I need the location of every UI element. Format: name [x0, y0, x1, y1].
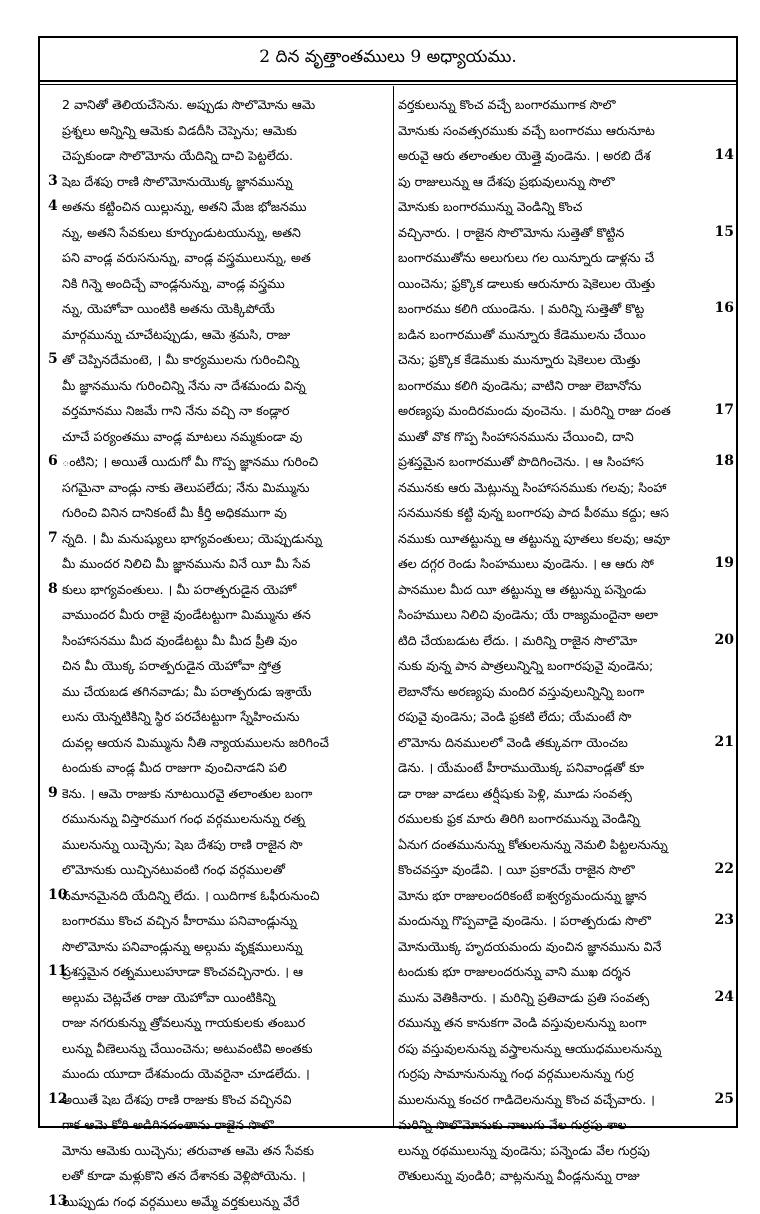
verse-number: 9: [48, 781, 58, 807]
line-text: సొలొమోను పనివాండ్లున్ను అల్గుమ వృక్షములున్ను: [62, 934, 390, 960]
line-text: ప్రశస్తమైన రత్నములుహూడా కొంచవచ్చినారు. । ఆ: [62, 959, 390, 985]
text-line: [398, 1087, 734, 1113]
text-line: [398, 883, 734, 909]
verse-number: 14: [715, 143, 734, 169]
line-text: యిప్పుడు గంధ వర్గములు అమ్మే వర్తకులున్ను వేరే: [62, 1189, 390, 1214]
text-line: [398, 143, 734, 169]
text-line: [398, 653, 734, 679]
line-text: టందుకు వాండ్ల మీద రాజుగా వుంచినాడని పలి: [62, 755, 390, 781]
line-text: రపు వస్తువులనున్ను వస్త్రాలనున్ను ఆయుధములనున్ను: [398, 1036, 712, 1062]
title-rule: [40, 80, 736, 82]
line-text: మార్గమున్ను చూచేటప్పుడు, ఆమె శ్రమసి, రాజు: [62, 322, 390, 348]
text-line: [48, 322, 390, 348]
line-text: వాముందర మీరు రాజై వుండేటట్టుగా మిమ్మును తన: [62, 602, 390, 628]
text-line: [398, 755, 734, 781]
text-line: [398, 271, 734, 297]
text-line: [48, 1087, 390, 1113]
line-text: గుర్రపు సామానునున్ను గంధ వర్గములనున్ను గుర్ర: [398, 1061, 712, 1087]
text-line: [398, 194, 734, 220]
verse-number: 17: [715, 398, 734, 424]
line-text: షెబ దేశపు రాణి సొలొమోనుయొక్క జ్ఞానమున్ను: [62, 169, 390, 195]
line-text: కులు భాగ్యవంతులు. । మీ పరాత్పరుడైన యెహో: [62, 577, 390, 603]
text-line: [398, 245, 734, 271]
text-line: [48, 373, 390, 399]
text-line: [398, 806, 734, 832]
text-line: [48, 602, 390, 628]
text-line: [48, 959, 390, 985]
text-line: [398, 908, 734, 934]
text-line: [398, 475, 734, 501]
text-line: [48, 806, 390, 832]
line-text: తల దగ్గర రెండు సింహములు వుండెను. । ఆ ఆరు సో: [398, 551, 712, 577]
line-text: అరువై ఆరు తలాంతుల యెత్తై వుండెను. । అరబి దేశ: [398, 143, 712, 169]
line-text: వర్తమానము నిజమే గాని నేను వచ్చి నా కండ్లార: [62, 398, 390, 424]
text-line: [48, 92, 390, 118]
line-text: సింహములు నిలిచి వుండెను; యే రాజ్యమందైనా అలా: [398, 602, 712, 628]
line-text: న్ను, అతని సేవకులు కూర్చుండుటయున్ను, అతని: [62, 220, 390, 246]
text-line: [48, 118, 390, 144]
text-line: [398, 959, 734, 985]
line-text: బంగారము కొంచ వచ్చిన హీరాము పనివాండ్లున్ను: [62, 908, 390, 934]
text-line: [398, 169, 734, 195]
text-line: [398, 322, 734, 348]
verse-number: 19: [715, 551, 734, 577]
text-line: [398, 832, 734, 858]
line-text: లొమోను దినములలో వెండి తక్కువగా యెంచబ: [398, 730, 712, 756]
text-line: [398, 118, 734, 144]
column-divider: [393, 86, 394, 1126]
text-line: [48, 832, 390, 858]
line-text: రాజు నగరుకున్ను త్రోవలున్ను గాయకులకు తంబుర: [62, 1010, 390, 1036]
line-text: ములనున్ను యిచ్చెను; షెబ దేశపు రాణి రాజైన సొ: [62, 832, 390, 858]
line-text: గురించి వినిన దానికంటే మీ కీర్తి అధికముగా వు: [62, 500, 390, 526]
verse-number: 7: [48, 526, 58, 552]
text-line: [398, 551, 734, 577]
text-line: [398, 1010, 734, 1036]
text-line: [398, 781, 734, 807]
text-line: [398, 220, 734, 246]
line-text: ంటిని; । అయితే యిదుగో మీ గొప్ప జ్ఞానము గురించి: [62, 449, 390, 475]
text-line: [48, 755, 390, 781]
verse-number: 16: [715, 296, 734, 322]
text-line: [398, 526, 734, 552]
line-text: చూచే పర్యంతము వాండ్ల మాటలు నమ్మకుండా వు: [62, 424, 390, 450]
line-text: అతను కట్టించిన యిల్లున్ను, అతని మేజ భోజనము: [62, 194, 390, 220]
line-text: మోనుకు బంగారమున్ను వెండిన్ని కొంచ: [398, 194, 712, 220]
line-text: రమునున్ను విస్తారముగ గంధ వర్గములనున్ను రత్న: [62, 806, 390, 832]
line-text: సనమునకు కట్టి వున్న బంగారపు పాద పీఠము కద్దు; ఆస: [398, 500, 712, 526]
text-line: [398, 679, 734, 705]
text-line: [48, 730, 390, 756]
line-text: ప్రశస్తమైన బంగారముతో పొదిగించెను. । ఆ సింహాస: [398, 449, 712, 475]
title-rule-thin: [40, 84, 736, 85]
line-text: వచ్చినారు. । రాజైన సొలొమోను సుత్తెతో కొట్టిన: [398, 220, 712, 246]
text-line: [48, 449, 390, 475]
line-text: 2 వానితో తెలియచేసెను. అప్పుడు సొలొమోను ఆమె: [62, 92, 390, 118]
text-line: [398, 730, 734, 756]
line-text: కెను. । ఆమె రాజుకు నూటయిరవై తలాంతుల బంగా: [62, 781, 390, 807]
verse-number: 12: [48, 1087, 67, 1113]
text-line: [48, 653, 390, 679]
line-text: నికి గిన్నె అందిచ్చే వాండ్లనున్ను, వాండ్ల వస్త్రము: [62, 271, 390, 297]
text-line: [398, 602, 734, 628]
text-line: [398, 92, 734, 118]
verse-number: 20: [715, 628, 734, 654]
text-line: [398, 857, 734, 883]
text-line: [48, 1061, 390, 1087]
line-text: లును యెన్నటికిన్ని స్థిర పరచేటట్టుగా స్నేహించును: [62, 704, 390, 730]
line-text: సగమైనా వాండ్లు నాకు తెలుపలేదు; నేను మిమ్మును: [62, 475, 390, 501]
text-line: [398, 628, 734, 654]
text-line: [48, 220, 390, 246]
line-text: మీ జ్ఞానమును గురించిన్ని నేను నా దేశమందు విన్న: [62, 373, 390, 399]
line-text: ముతో వొక గొప్ప సింహాసనమును చేయించి, దాని: [398, 424, 712, 450]
text-line: [398, 1163, 734, 1189]
text-line: [48, 883, 390, 909]
line-text: మందున్ను గొప్పవాడై వుండెను. । పరాత్పరుడు సొలొ: [398, 908, 712, 934]
left-column: [48, 92, 390, 1214]
line-text: కొంచవస్తూ వుండేవి. । యీ ప్రకారమే రాజైన సొలొ: [398, 857, 712, 883]
text-line: [48, 1010, 390, 1036]
verse-number: 10: [48, 883, 67, 909]
text-line: [48, 908, 390, 934]
line-text: అల్గుమ చెట్లచేత రాజు యెహోవా యింటికిన్ని: [62, 985, 390, 1011]
text-line: [48, 679, 390, 705]
text-line: [48, 526, 390, 552]
text-line: [398, 398, 734, 424]
text-line: [48, 245, 390, 271]
text-line: [48, 577, 390, 603]
line-text: పు రాజులున్ను ఆ దేశపు ప్రభువులున్ను సొలొ: [398, 169, 712, 195]
text-line: [398, 424, 734, 450]
text-line: [48, 500, 390, 526]
line-text: నుకు వున్న పాన పాత్రలున్నిన్ని బంగారపువై వుండెను;: [398, 653, 712, 679]
line-text: చిన మీ యొక్క పరాత్పరుడైన యెహోవా స్తోత్ర: [62, 653, 390, 679]
verse-number: 5: [48, 347, 58, 373]
line-text: నమునకు ఆరు మెట్లున్ను సింహాసనముకు గలవు; సింహా: [398, 475, 712, 501]
text-line: [398, 347, 734, 373]
line-text: ముందు యూదా దేశమందు యెవరైనా చూడలేదు. ।: [62, 1061, 390, 1087]
line-text: మోనుకు సంవత్సరముకు వచ్చే బంగారము ఆరునూట: [398, 118, 712, 144]
line-text: ప్రశ్నలు అన్నిన్ని ఆమెకు విడదీసి చెప్పెను; ఆమెకు: [62, 118, 390, 144]
verse-number: 24: [715, 985, 734, 1011]
verse-number: 6: [48, 449, 58, 475]
line-text: యించెను; ఫ్రక్కొక డాలుకు ఆరునూరు షెకెలుల యెత్తు: [398, 271, 712, 297]
text-line: [398, 704, 734, 730]
verse-number: 15: [715, 220, 734, 246]
text-line: [48, 857, 390, 883]
text-line: [48, 296, 390, 322]
verse-number: 22: [715, 857, 734, 883]
text-line: [398, 934, 734, 960]
verse-number: 8: [48, 577, 58, 603]
text-line: [48, 1189, 390, 1214]
line-text: మోనుయొక్క హృదయమందు వుంచిన జ్ఞానమును వినే: [398, 934, 712, 960]
line-text: ములనున్ను కంచర గాడిదెలనున్ను కొంచ వచ్చేవారు. ।: [398, 1087, 712, 1113]
text-line: [48, 704, 390, 730]
text-line: [48, 1163, 390, 1189]
line-text: డెను. । యేమంటే హీరాముయొక్క పనివాండ్లతో కూ: [398, 755, 712, 781]
text-line: [48, 347, 390, 373]
verse-number: 13: [48, 1189, 67, 1214]
line-text: చెను; ఫ్రక్కొక కేడెముకు మున్నూరు షెకెలుల యెత్తు: [398, 347, 712, 373]
text-line: [48, 424, 390, 450]
line-text: ము చేయబడ తగినవాడు; మీ పరాత్పరుడు ఇశ్రాయే: [62, 679, 390, 705]
verse-number: 25: [715, 1087, 734, 1113]
line-text: సింహాసనము మీద వుండేటట్టు మీ మీద ప్రీతి వుం: [62, 628, 390, 654]
text-line: [48, 271, 390, 297]
text-line: [48, 551, 390, 577]
line-text: న్నది. । మీ మనుష్యులు భాగ్యవంతులు; యెప్పుడున్ను: [62, 526, 390, 552]
text-line: [48, 194, 390, 220]
text-line: [398, 500, 734, 526]
chapter-title: 2 దిన వృత్తాంతములు 9 అధ్యాయము.: [40, 38, 736, 80]
line-text: గాక ఆమె కోరి అడిగినదంతాను రాజైన సొలొ: [62, 1112, 390, 1138]
line-text: లున్ను రథములున్ను వుండెను; పన్నెండు వేల గుర్రపు: [398, 1138, 712, 1164]
line-text: మరిన్ని సొలొమోనుకు నాలుగు వేల గుర్రపు శాల: [398, 1112, 712, 1138]
line-text: పానముల మీద యీ తట్టున్ను ఆ తట్టున్ను పన్నెండు: [398, 577, 712, 603]
verse-number: 23: [715, 908, 734, 934]
line-text: డా రాజు వాడలు తర్షీషుకు పెళ్లి, మూడు సంవత్స: [398, 781, 712, 807]
text-line: [398, 1036, 734, 1062]
line-text: బంగారము కలిగి వుండెను; వాటిని రాజు లెబానోను: [398, 373, 712, 399]
text-line: [48, 628, 390, 654]
text-line: [398, 296, 734, 322]
line-text: చెప్పకుండా సొలొమోను యేదిన్ని దాచి పెట్టలేదు.: [62, 143, 390, 169]
text-line: [48, 985, 390, 1011]
text-line: [398, 985, 734, 1011]
line-text: దువల్ల ఆయన మిమ్మును నీతి న్యాయములను జరిగించే: [62, 730, 390, 756]
line-text: రౌతులున్ను వుండిరి; వాట్లనున్ను వీండ్లనున్ను రాజు: [398, 1163, 712, 1189]
line-text: వర్తకులున్ను కొంచ వచ్చే బంగారముగాక సొలొ: [398, 92, 712, 118]
line-text: లెబానోను అరణ్యపు మందిర వస్తువులున్నిన్ని బంగా: [398, 679, 712, 705]
line-text: రములకు ఫ్రక మారు తిరిగి బంగారమున్ను వెండిన్ని: [398, 806, 712, 832]
text-line: [398, 373, 734, 399]
line-text: టందుకు భూ రాజులందరున్ను వాని ముఖ దర్శన: [398, 959, 712, 985]
line-text: మును వెతికినారు. । మరిన్ని ప్రతివాడు ప్రతి సంవత్స: [398, 985, 712, 1011]
verse-number: 3: [48, 169, 58, 195]
line-text: టిది చేయబడుట లేదు. । మరిన్ని రాజైన సొలొమో: [398, 628, 712, 654]
line-text: రమున్ను తన కానుకగా వెండి వస్తువులనున్ను బంగా: [398, 1010, 712, 1036]
text-line: [48, 169, 390, 195]
text-line: [48, 475, 390, 501]
line-text: సమానమైనది యేదిన్ని లేదు. । యిదిగాక ఓఫీరునుంచి: [62, 883, 390, 909]
right-column: [398, 92, 734, 1189]
line-text: బంగారముతోను అలుగులు గల యిన్నూరు డాళ్లను చే: [398, 245, 712, 271]
line-text: న్ను, యెహోవా యింటికి అతను యెక్కిపోయే: [62, 296, 390, 322]
verse-number: 18: [715, 449, 734, 475]
text-line: [398, 577, 734, 603]
text-line: [48, 781, 390, 807]
text-line: [48, 934, 390, 960]
line-text: లొమోనుకు యిచ్చినటువంటి గంధ వర్గములతో: [62, 857, 390, 883]
line-text: తో చెప్పినదేమంటె, । మీ కార్యములను గురించిన్ని: [62, 347, 390, 373]
line-text: పని వాండ్ల వరుసనున్ను, వాండ్ల వస్త్రములున్ను, అత: [62, 245, 390, 271]
text-line: [48, 1036, 390, 1062]
verse-number: 11: [48, 959, 67, 985]
verse-number: 21: [715, 730, 734, 756]
line-text: మీ ముందర నిలిచి మీ జ్ఞానమును వినే యీ మీ సేవ: [62, 551, 390, 577]
line-text: లతో కూడా మళ్లుకొని తన దేశానకు వెళ్లిపోయెను. ।: [62, 1163, 390, 1189]
line-text: అయితే షెబ దేశపు రాణి రాజుకు కొంచ వచ్చినవి: [62, 1087, 390, 1113]
line-text: మోను ఆమెకు యిచ్చెను; తరువాత ఆమె తన సేవకు: [62, 1138, 390, 1164]
text-line: [48, 1112, 390, 1138]
verse-number: 4: [48, 194, 58, 220]
text-line: [398, 1138, 734, 1164]
line-text: మోను భూ రాజులందరికంటే ఐశ్వర్యమందున్ను జ్ఞాన: [398, 883, 712, 909]
text-line: [48, 143, 390, 169]
line-text: ఏనుగ దంతమునున్ను కోతులనున్ను నెమలి పిట్టలనున్ను: [398, 832, 712, 858]
text-line: [48, 398, 390, 424]
text-line: [398, 1061, 734, 1087]
line-text: బడిన బంగారముతో మున్నూరు కేడెములను చేయిం: [398, 322, 712, 348]
line-text: నముకు యీతట్టున్ను ఆ తట్టున్ను పూతలు కలవు; ఆవూ: [398, 526, 712, 552]
line-text: లున్ను వీణెలున్ను చేయించెను; అటువంటివి అంతకు: [62, 1036, 390, 1062]
line-text: అరణ్యపు మందిరమందు వుంచెను. । మరిన్ని రాజు దంత: [398, 398, 712, 424]
text-line: [398, 449, 734, 475]
line-text: బంగారము కలిగి యుండెను. । మరిన్ని సుత్తెతో కొట్ట: [398, 296, 712, 322]
text-line: [398, 1112, 734, 1138]
text-line: [48, 1138, 390, 1164]
line-text: రపువై వుండెను; వెండి ఫ్రకటి లేదు; యేమంటే సొ: [398, 704, 712, 730]
